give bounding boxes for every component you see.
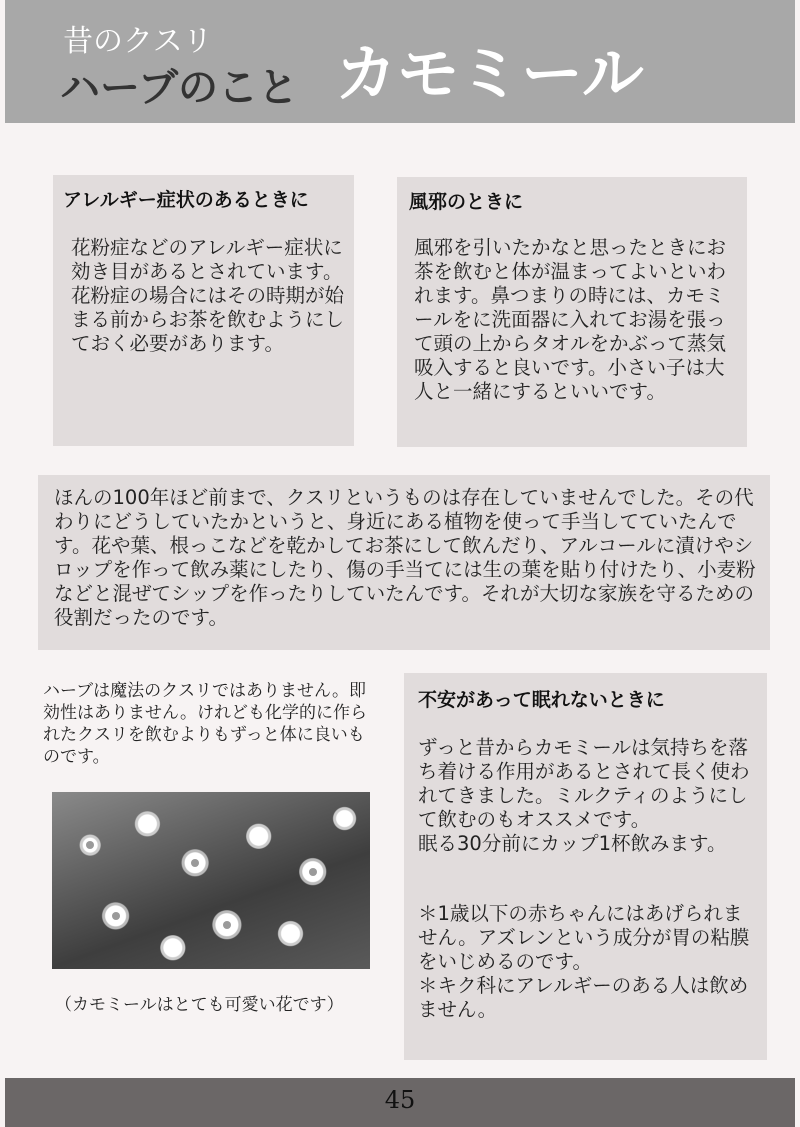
header-title: ハーブのこと bbox=[60, 64, 298, 111]
sleep-warning-infant: ＊1歳以下の赤ちゃんにはあげられません。アズレンという成分が胃の粘膜をいじめるのです。 bbox=[418, 902, 750, 973]
allergy-body: 花粉症などのアレルギー症状に効き目があるとされています。花粉症の場合にはその時期が始まる前からお茶を飲むようにしておく必要があります。 bbox=[71, 236, 345, 355]
herb-name: カモミール bbox=[335, 37, 644, 110]
sleep-body: ずっと昔からカモミールは気持ちを落ち着ける作用があるとされて長く使われてきました。ミルクティのようにして飲むのもオススメです。 bbox=[418, 736, 750, 831]
cold-heading: 風邪のときに bbox=[409, 191, 524, 213]
page-footer bbox=[5, 1078, 795, 1127]
page-header bbox=[5, 0, 795, 123]
photo-caption: （カモミールはとても可愛い花です） bbox=[55, 995, 344, 1015]
history-section bbox=[38, 475, 770, 650]
history-body: ほんの100年ほど前まで、クスリというものは存在していませんでした。その代わりにどうしていたかというと、身近にある植物を使って手当してていたんです。花や葉、根っこなどを乾かしてお茶にして飲んだり、アルコールに漬けやシロップを作って飲み薬にしたり、傷の手当てには生の葉を貼り付けたり、小麦粉などと混ぜてシップを作ったりしていたんです。それが大切な家族を守るための役割だったのです。 bbox=[54, 486, 756, 629]
sleep-heading: 不安があって眠れないときに bbox=[418, 689, 665, 711]
cold-section bbox=[397, 177, 747, 447]
header-subtitle: 昔のクスリ bbox=[63, 24, 213, 59]
sleep-section bbox=[404, 673, 767, 1060]
page-number: 45 bbox=[384, 1086, 416, 1114]
allergy-section bbox=[53, 175, 354, 446]
chamomile-photo bbox=[52, 792, 370, 969]
allergy-heading: アレルギー症状のあるときに bbox=[63, 189, 309, 211]
herb-note: ハーブは魔法のクスリではありません。即効性はありません。けれども化学的に作られたクスリを飲むよりもずっと体に良いものです。 bbox=[43, 681, 368, 767]
cold-body: 風邪を引いたかなと思ったときにお茶を飲むと体が温まってよいといわれます。鼻つまりの時には、カモミールをに洗面器に入れてお湯を張って頭の上からタオルをかぶって蒸気吸入すると良いです。小さい子は大人と一緒にするといいです。 bbox=[414, 236, 727, 403]
sleep-warning-allergy: ＊キク科にアレルギーのある人は飲めません。 bbox=[418, 974, 749, 1021]
sleep-dosage: 眠る30分前にカップ1杯飲みます。 bbox=[418, 832, 727, 855]
